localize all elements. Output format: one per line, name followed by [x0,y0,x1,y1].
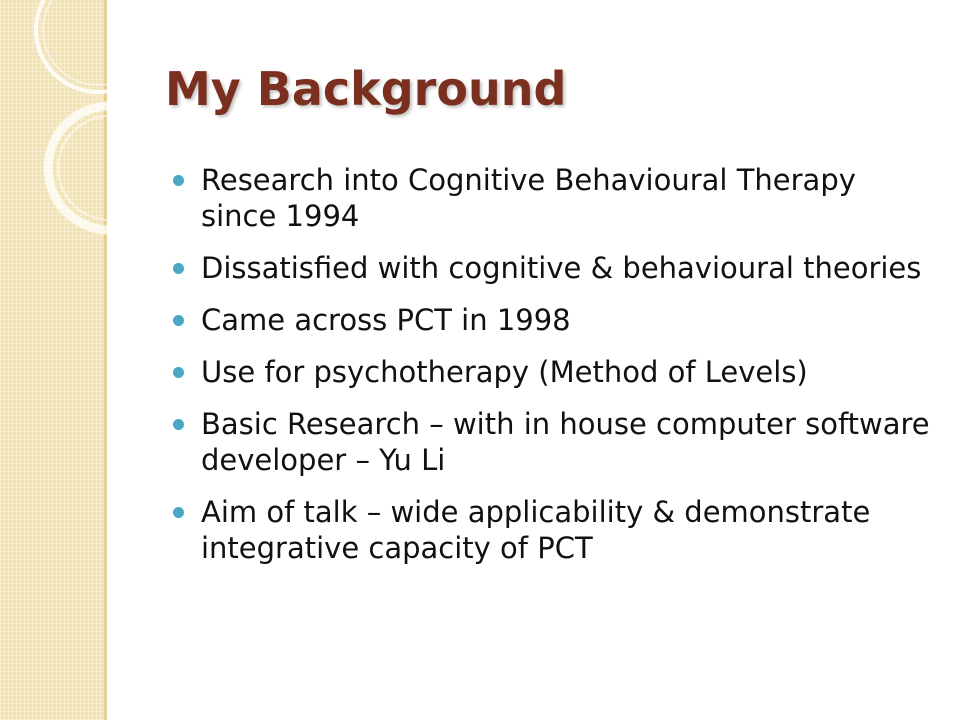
bullet-icon [173,507,184,518]
bullet-icon [173,315,184,326]
list-item [170,302,940,338]
bullet-text: Aim of talk – wide applicability & demonstrate integrative capacity of PCT [201,495,871,565]
list-item [170,250,940,286]
bullet-icon [173,367,184,378]
bullet-icon [173,263,184,274]
bullet-text: Research into Cognitive Behavioural Therapy since 1994 [201,163,856,233]
slide-title: My Background [165,62,567,116]
bullet-text: Came across PCT in 1998 [201,303,571,337]
decorative-rings-graphic [0,0,110,240]
bullet-text: Use for psychotherapy (Method of Levels) [201,355,808,389]
bullet-text: Basic Research – with in house computer software developer – Yu Li [201,407,930,477]
bullet-icon [173,419,184,430]
list-item [170,162,940,234]
list-item [170,494,940,566]
list-item [170,354,940,390]
bullet-text: Dissatisfied with cognitive & behavioural theories [201,251,922,285]
bullet-list [170,162,940,582]
list-item [170,406,940,478]
bullet-icon [173,175,184,186]
